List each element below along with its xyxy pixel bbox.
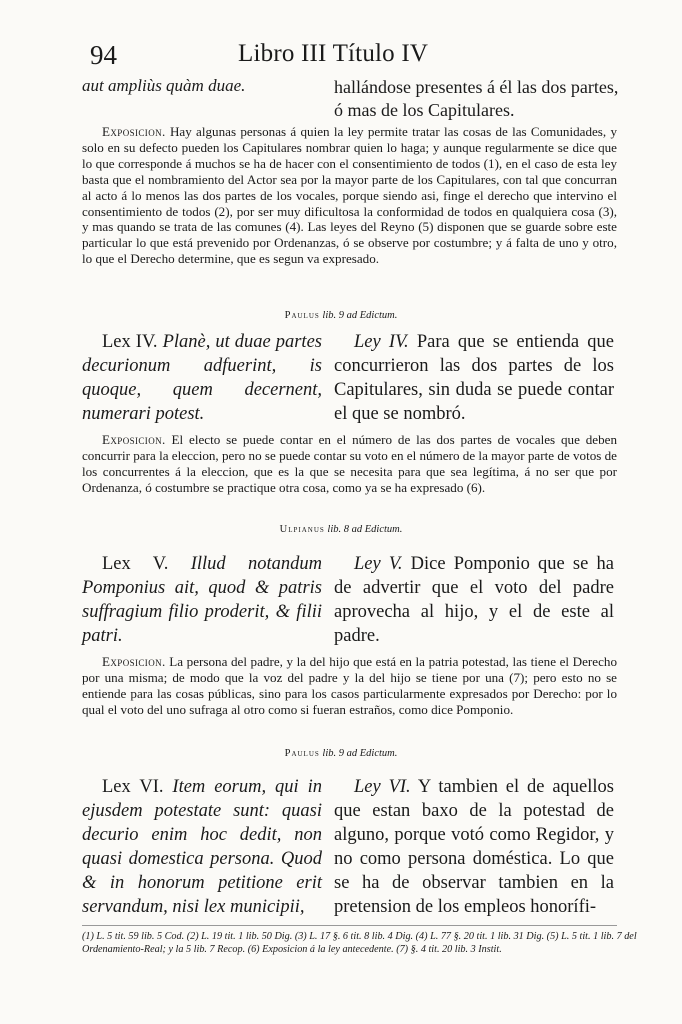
footnotes: (1) L. 5 tit. 59 lib. 5 Cod. (2) L. 19 tit. 1 lib. 50 Dig. (3) L. 17 §. 6 tit. 8 lib. 4 Dig. (4) L. 77 §. 20 tit. 1 lib. 31 Dig. (5) L. 5 tit. 1 lib. 7 del Ordenamiento-Real; y la 5 lib. 7 Recop. (6) Exposicion á la ley antecedente. (7) §. 4 tit. 20 lib. 3 Instit. — [82, 931, 637, 956]
lex-heading: Lex V. — [102, 554, 169, 574]
lex-latin-text: Item eorum, qui in ejusdem potestate sunt: quasi decurio enim hoc dedit, non quasi domestica persona. Quod & in honorum petitione erit servandum, nisi lex municipii, — [82, 777, 322, 917]
ley-heading: Ley IV. — [354, 332, 409, 352]
ley-spanish-text: Dice Pomponio que se ha de advertir que el voto del padre aprovecha al hijo, y el de este al padre. — [334, 554, 615, 646]
exposicion-text: La persona del padre, y la del hijo que está en la patria potestad, las tiene el Derecho por una misma; de modo que la voz del padre y la del hijo se tiene por una (7); pero esto no se entiende para las cosas públicas, sino para los casos particularmente expresados por Derecho: por lo qual el voto del uno sufraga al otro como si fueran estraños, como dice Pomponio. — [82, 654, 617, 717]
running-header: Libro III Título IV — [238, 40, 429, 67]
attribution-author: Paulus — [284, 748, 320, 759]
attribution-ref: lib. 9 ad Edictum. — [322, 748, 398, 759]
exposicion-text: El electo se puede contar en el número de las dos partes de vocales que deben concurrir para la eleccion, pero no se puede contar su voto en el número de la mayor parte de votos de los concurrentes á la eleccion, que es la que se necesita para que sea legítima, á no ser que por Ordenanza, ó costumbre se practique otra cosa, como ya se ha expresado (6). — [82, 432, 617, 495]
page-number: 94 — [90, 40, 117, 70]
lex-heading: Lex IV. — [102, 332, 158, 352]
lex-5-spanish — [334, 552, 614, 648]
exposicion-label: Exposicion. — [102, 432, 166, 447]
attribution-1 — [0, 310, 682, 321]
exposicion-text: Hay algunas personas á quien la ley permite tratar las cosas de las Comunidades, y solo en su defecto pueden los Capitulares nombrar quien lo haga; y aunque regularmente se dice que lo que corresponde á muchos se ha de hacer con el consentimiento de todos (1), en el caso de esta ley basta que el nombramiento del Actor sea por la mayor parte de los Capitulares, con tal que concurran al acto á lo menos las dos partes de los vocales, porque siendo asi, finge el derecho que intervino el consentimiento de todos (2), por ser muy dificultosa la conformidad de todos en qualquiera cosa (3), y mas quando se trata de las comunes (4). Las leyes del Reyno (5) disponen que se guarde sobre este particular lo que está prevenido por Ordenanzas, ó se observe por costumbre; y á falta de uno y otro, lo que el Derecho determine, que es segun va expresado. — [82, 124, 617, 267]
lex-latin-text: Illud notandum Pomponius ait, quod & patris suffragium filio proderit, & filii patri. — [82, 554, 322, 646]
attribution-2 — [0, 524, 682, 535]
lex-latin-text: Planè, ut duae partes decurionum adfuerint, is quoque, quem decernent, numerari potest. — [82, 332, 322, 424]
exposicion-2 — [82, 432, 617, 496]
continuation-latin: aut ampliùs quàm duae. — [82, 76, 246, 95]
ley-spanish-text: Para que se entienda que concurrieron las dos partes de los Capitulares, sin duda se puede contar el que se nombró. — [334, 332, 614, 424]
lex-6-spanish — [334, 775, 614, 919]
lex-4-spanish — [334, 330, 614, 426]
exposicion-label: Exposicion. — [102, 654, 166, 669]
ley-heading: Ley V. — [354, 554, 403, 574]
lex-heading: Lex VI. — [102, 777, 164, 797]
attribution-author: Ulpianus — [279, 524, 325, 535]
attribution-ref: lib. 8 ad Edictum. — [327, 524, 403, 535]
footnote-divider — [82, 925, 617, 926]
ley-spanish-text: Y tambien el de aquellos que estan baxo de la potestad de alguno, porque votó como Regidor, y no como persona doméstica. Lo que se ha de observar tambien en la pretension de los empleos honorífi- — [334, 777, 614, 917]
lex-6-latin — [82, 775, 322, 919]
exposicion-3 — [82, 654, 617, 718]
attribution-3 — [0, 748, 682, 759]
lex-4-latin — [82, 330, 322, 426]
ley-heading: Ley VI. — [354, 777, 411, 797]
exposicion-label: Exposicion. — [102, 124, 166, 139]
attribution-author: Paulus — [284, 310, 320, 321]
lex-5-latin — [82, 552, 322, 648]
attribution-ref: lib. 9 ad Edictum. — [322, 310, 398, 321]
continuation-spanish: hallándose presentes á él las dos partes, ó mas de los Capitulares. — [334, 77, 619, 120]
exposicion-1 — [82, 124, 617, 267]
